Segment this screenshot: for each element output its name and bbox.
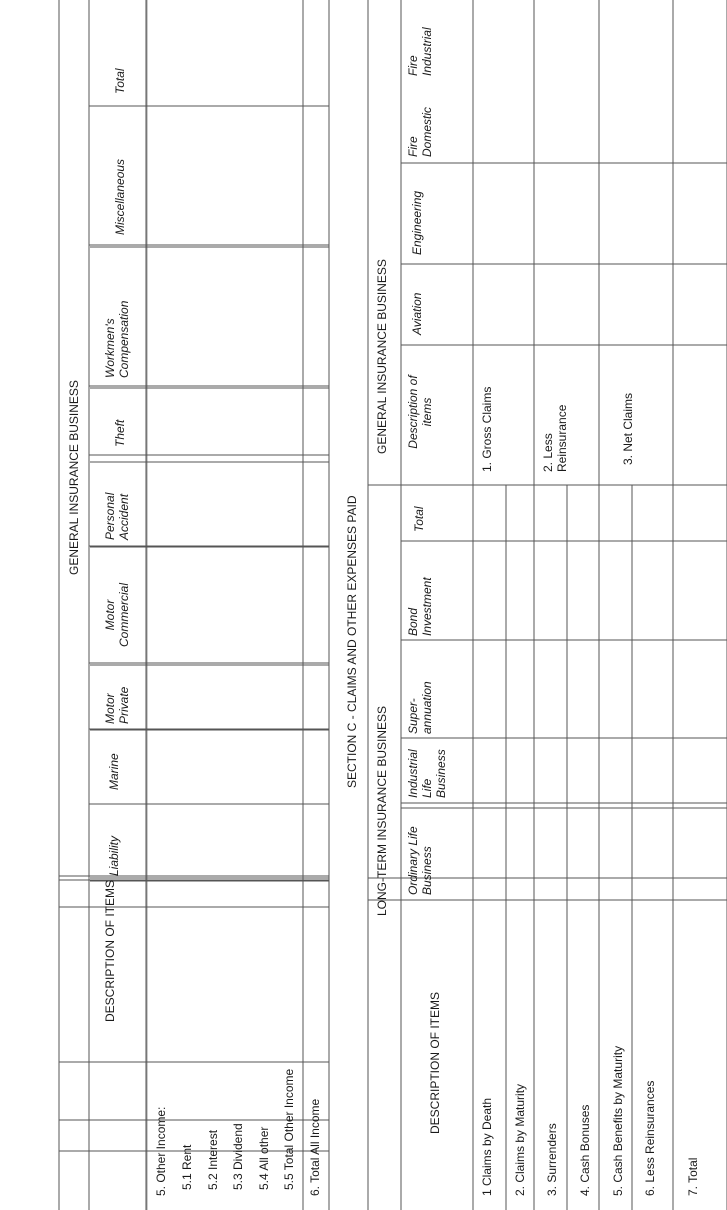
col-total: Total [113,68,127,94]
row-less-reinsurances: 6. Less Reinsurances [643,1080,657,1196]
row-interest-text: 5.2 Interest [206,1129,220,1190]
row-rent-text: 5.1 Rent [180,1144,194,1190]
col-motor-commercial: Motor Commercial [103,583,131,648]
col-aviation: Aviation [410,292,424,335]
col-theft: Theft [113,419,127,447]
col-workmens-compensation: Workmen's Compensation [103,300,131,378]
col-liability: Liability [107,835,121,876]
row-dividend-text: 5.3 Dividend [231,1123,245,1190]
col-motor-private: Motor Private [103,686,131,724]
row-claims-maturity: 2. Claims by Maturity [513,1083,527,1196]
col-bond-investment: Bond Investment [406,577,434,636]
row-total: 7. Total [686,1157,700,1196]
col-personal-accident: Personal Accident [103,492,131,540]
section-title-text: SECTION C - CLAIMS AND OTHER EXPENSES PAID [345,495,359,788]
row-cash-bonuses: 4. Cash Bonuses [578,1104,592,1196]
row-gross-claims: 1. Gross Claims [480,386,494,472]
row-claims-death: 1 Claims by Death [480,1097,494,1196]
long-term-header: LONG-TERM INSURANCE BUSINESS [375,705,389,916]
col-ordinary-life: Ordinary Life Business [406,826,434,895]
row-total-other-income-text: 5.5 Total Other Income [282,1068,296,1190]
row-net-claims: 3. Net Claims [621,392,635,465]
general-header: GENERAL INSURANCE BUSINESS [375,259,389,454]
col-industrial-life: Industrial Life Business [406,749,448,798]
row-cash-benefits: 5. Cash Benefits by Maturity [611,1045,625,1196]
row-surrenders: 3. Surrenders [545,1123,559,1196]
col-superannuation: Super-annuation [406,681,434,734]
top-description-header-text: DESCRIPTION OF ITEMS [103,879,117,1022]
top-group-header-text: GENERAL INSURANCE BUSINESS [67,380,81,575]
bottom-description-header: DESCRIPTION OF ITEMS [428,991,442,1134]
row-total-all-income-text: 6. Total All Income [308,1098,322,1196]
row-other-income-text: 5. Other Income: [154,1106,168,1196]
col-engineering: Engineering [410,190,424,255]
col-long-term-total: Total [412,506,426,532]
col-miscellaneous: Miscellaneous [113,158,127,235]
col-fire-domestic: Fire Domestic [406,106,434,157]
row-all-other-text: 5.4 All other [257,1126,271,1190]
col-marine: Marine [107,753,121,790]
col-fire-industrial: Fire Industrial [406,27,434,76]
general-description-header: Description of items [406,375,434,449]
row-less-reinsurance: 2. Less Reinsurance [541,404,569,472]
